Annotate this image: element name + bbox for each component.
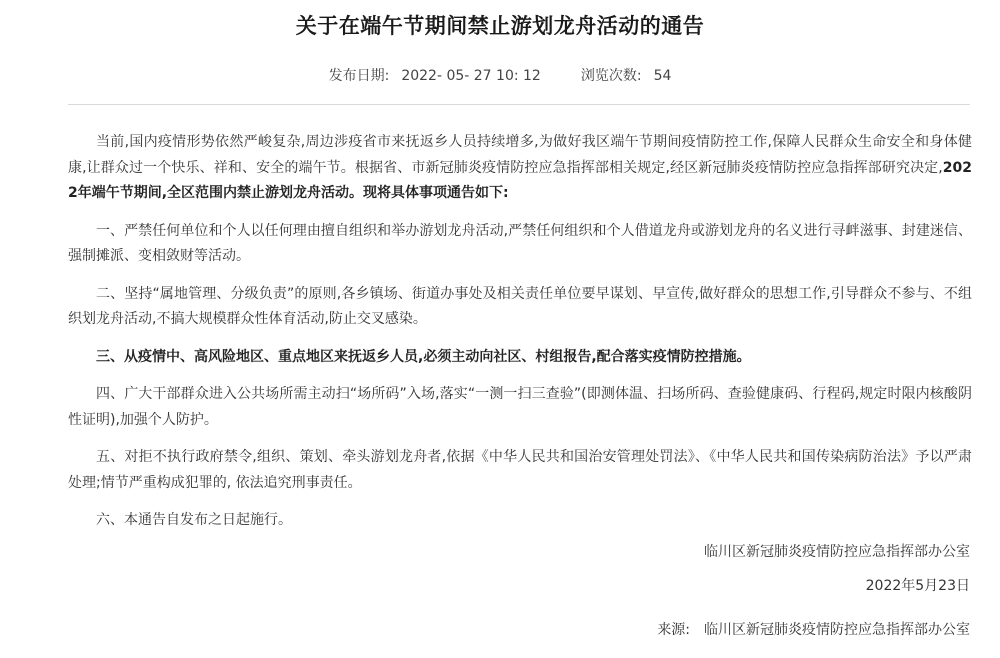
item-6: 六、本通告自发布之日起施行。 [96, 512, 292, 528]
signature-date: 2022年5月23日 [865, 578, 970, 594]
article-title: 关于在端午节期间禁止游划龙舟活动的通告 [295, 14, 705, 38]
article-meta [0, 64, 1000, 88]
signature-org: 临川区新冠肺炎疫情防控应急指挥部办公室 [704, 544, 970, 560]
publish-date-label: 发布日期: [328, 68, 390, 84]
intro-text: 当前,国内疫情形势依然严峻复杂,周边涉疫省市来抚返乡人员持续增多,为做好我区端午节期间疫情防控工作,保障人民群众生命安全和身体健康,让群众过一个快乐、祥和、安全的端午节。根据省、市新冠肺炎疫情防控应急指挥部相关规定,经区新冠肺炎疫情防控应急指挥部研究决定, [68, 134, 972, 176]
publish-date-value: 2022- 05- 27 10: 12 [401, 68, 541, 84]
source-label: 来源: [657, 622, 690, 638]
item-2: 二、坚持“属地管理、分级负责”的原则,各乡镇场、街道办事处及相关责任单位要早谋划、早宣传,做好群众的思想工作,引导群众不参与、不组织划龙舟活动,不搞大规模群众性体育活动,防止交叉感染。 [68, 285, 972, 327]
article-body [68, 130, 972, 546]
item-1: 一、严禁任何单位和个人以任何理由擅自组织和举办游划龙舟活动,严禁任何组织和个人借道龙舟或游划龙舟的名义进行寻衅滋事、封建迷信、强制摊派、变相敛财等活动。 [68, 222, 972, 264]
intro-paragraph [68, 130, 972, 207]
header-divider [68, 104, 970, 105]
intro-bold-text: 2022年端午节期间,全区范围内禁止游划龙舟活动。现将具体事项通告如下: [68, 159, 972, 201]
view-count-value: 54 [653, 68, 672, 84]
article-source [657, 618, 970, 642]
item-3 [68, 345, 972, 371]
view-count-label: 浏览次数: [580, 68, 642, 84]
item-5: 五、对拒不执行政府禁令,组织、策划、牵头游划龙舟者,依据《中华人民共和国治安管理处罚法》、《中华人民共和国传染病防治法》予以严肃处理;情节严重构成犯罪的, 依法追究刑事责任。 [68, 449, 972, 491]
source-value: 临川区新冠肺炎疫情防控应急指挥部办公室 [704, 622, 970, 638]
item-4: 四、广大干部群众进入公共场所需主动扫“场所码”入场,落实“一测一扫三查验”(即测体温、扫场所码、查验健康码、行程码,规定时限内核酸阴性证明),加强个人防护。 [68, 386, 972, 428]
item-3-bold-text: 三、从疫情中、高风险地区、重点地区来抚返乡人员,必须主动向社区、村组报告,配合落实疫情防控措施。 [96, 348, 751, 365]
